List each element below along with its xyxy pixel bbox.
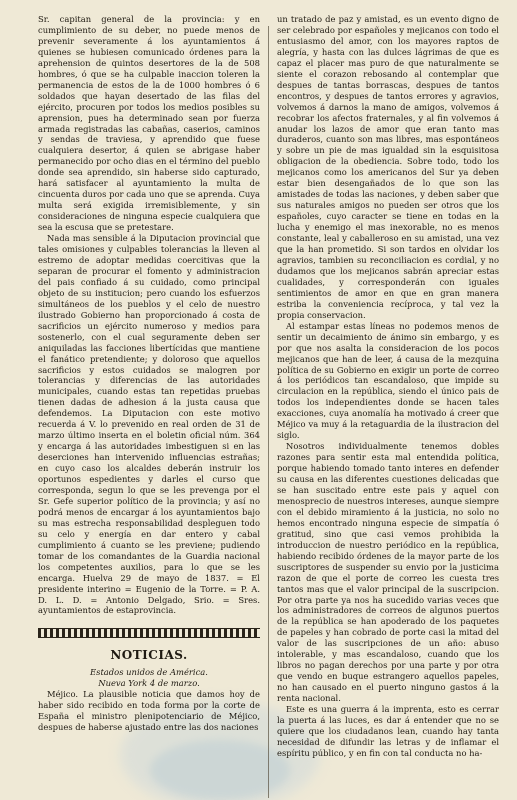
left-column [38, 14, 260, 794]
news-dateline: Nueva York 4 de marzo. [98, 678, 200, 689]
treaty-paragraph: un tratado de paz y amistad, es un evento digno de ser celebrado por españoles y mejicanos con todo el entusiasmo del amor, con los mayores raptos de alegría, y hasta con las dulces lágrimas de que es capaz el placer mas puro de que naturalmente se siente el corazon rebosando al contemplar que despues de tantas borrascas, despues de tantos encontros, y despues de tantos errores y agravios, volvemos á darnos la mano de amigos, volvemos á recobrar los afectos fraternales, y al fin volvemos á anudar los lazos de amor que eran tanto mas duraderos, cuanto son mas libres, mas espontáneos y sobre un pie de mas igualdad sin la esquisitosa obligacion de la obediencia. Sobre todo, todo los mejicanos como los americanos del Sur ya deben estar bien desengañados de lo que son las amistades de todas las naciones, y deben saber que sus naturales amigos no pueden ser otros que los españoles, cuyo caracter se tiene en todas en la lucha y enemigo el mas inexorable, no es menos constante, leal y caballeroso en su amistad, una vez que la han prometido. Si son tardos en olvidar los agravios, tambien su reconciliacion es cordial, y no dudamos que los mejicanos sabrán apreciar estas cualidades, y corresponderán con iguales sentimientos de amor en que en gran manera estriba la conveniencia recíproca, y tal vez la propia conservacion. [277, 14, 499, 320]
press-war-paragraph: Este es una guerra á la imprenta, esto es cerrar la puerta á las luces, es dar á entender que no se quiere que los ciudadanos lean, cuando hay tanta necesidad de difundir las letras y de inflamar el espíritu público, y en fin con tal conducta no ha- [277, 704, 499, 758]
column-divider [268, 26, 269, 798]
mexico-news-paragraph: Méjico. La plausible noticia que damos hoy de haber sido recibido en toda forma por la corte de España el ministro plenipotenciario de Méjico, despues de haberse ajustado entre las dos naciones [38, 689, 260, 733]
section-title: NOTICIAS. [110, 648, 188, 663]
diputacion-paragraph: Nada mas sensible á la Diputacion provincial que tales omisiones y culpables tolerancias la lleven al estremo de adoptar medidas coercitivas que la separan de procurar el fomento y administracion del pais confiado á su cuidado, como principal objeto de su institucion; pero cuando los esfuerzos simultáneos de los pueblos y el celo de nuestro ilustrado Gobierno han proporcionado á costa de sacrificios un ejército numeroso y medios para sostenerlo, con el cual seguramente deben ser aniquiladas las facciones libertícidas que mantiene el fanático pretendiente; y doloroso que aquellos sacrificios y estos cuidados se malogren por tolerancias y diferencias de las autoridades municipales, cuando estas tan repetidas pruebas tienen dadas de adhesion á la justa causa que defendemos. La Diputacion con este motivo recuerda á V. lo prevenido en real orden de 31 de marzo último inserta en el boletin oficial núm. 364 y encarga á las autoridades imbestiguen si en las deserciones han intervenido influencias estrañas; en cuyo caso los alcaldes deberán instruir los oportunos espedientes y darles el curso que corresponda, segun lo que se les prevenga por el Sr. Gefe superior político de la provincia; y así no podrá menos de encargar á los ayuntamientos bajo su mas estrecha responsabilidad despleguen todo su celo y energía en dar entero y cabal cumplimiento á cuanto se les previene; pudiendo tomar de los comandantes de la Guardia nacional los competentes auxilios, para lo que se les encarga. Huelva 29 de mayo de 1837. = El presidente interino = Eugenio de la Torre. = P. A. D. L. D. = Antonio Delgado, Srio. = Sres. ayuntamientos de estaprovincia. [38, 233, 260, 616]
decree-paragraph: Sr. capitan general de la provincia: y en cumplimiento de su deber, no puede menos de prevenir severamente á los ayuntamientos á quienes se hubiesen comunicado órdenes para la aprehension de quintos desertores de la de 508 hombres, ó que se ha culpable inaccion toleren la permanencia de estos de la de 1000 hombres ó 6 soldados que hayan desertado de las filas del ejército, procuren por todos los medios posibles su aprension, pues ha determinado sean por fuerza armada registradas las cabañas, caserios, caminos y sendas de traviesa, y aprendido que fuese cualquiera desertor, á quien se abrigase haber permanecido por ocho dias en el término del pueblo donde sea aprendido, sin haberse sido capturado, hará satisfacer al ayuntamiento la multa de cincuenta duros por cada uno que se aprenda. Cuya multa será exigida irremisiblemente, y sin consideraciones de ninguna especie cualquiera que sea la escusa que se pretestare. [38, 14, 260, 233]
postage-paragraph: Al estampar estas líneas no podemos menos de sentir un decaimiento de ánimo sin embargo, y es por que nos asalta la consideracion de los pocos mejicanos que han de leer, á causa de la mezquina política de su Gobierno en exigir un porte de correo á los periódicos tan escandaloso, que impide su circulacion en la república, siendo el único pais de todos los independientes donde se hacen tales exacciones, cuya anomalía ha motivado á creer que Méjico va muy á la retaguardia de la ilustracion del siglo. [277, 320, 499, 441]
news-subheading: Estados unidos de América. [90, 667, 208, 678]
right-column [277, 14, 499, 794]
ornamental-divider [38, 628, 260, 638]
subscription-paragraph: Nosotros individualmente tenemos dobles razones para sentir esta mal entendida política, porque habiendo tomado tanto interes en defender su causa en las diferentes cuestiones delicadas que se han suscitado entre este pais y aquel con menosprecio de nuestros intereses, aunque siempre con el debido miramiento á la justicia, no solo no hemos encontrado ninguna especie de simpatía ó gratitud, sino que casi vemos prohibida la introduccion de nuestro periódico en la república, habiendo recibido órdenes de la mayor parte de los suscriptores de suspender su envio por la justicima razon de que el porte de correo les cuesta tres tantos mas que el valor principal de la suscripcion. Por otra parte ya nos ha sucedido varias veces que los administradores de correos de algunos puertos de la república se han apoderado de los paquetes de papeles y han cobrado de porte casi la mitad del valor de las suscripciones de un año: abuso intolerable, y mas escandaloso, cuando que los libros no pagan derechos por una parte y por otra que vendo en buque estrangero aquellos papeles, no han causado en el puerto ninguno gastos á la renta nacional. [277, 441, 499, 704]
